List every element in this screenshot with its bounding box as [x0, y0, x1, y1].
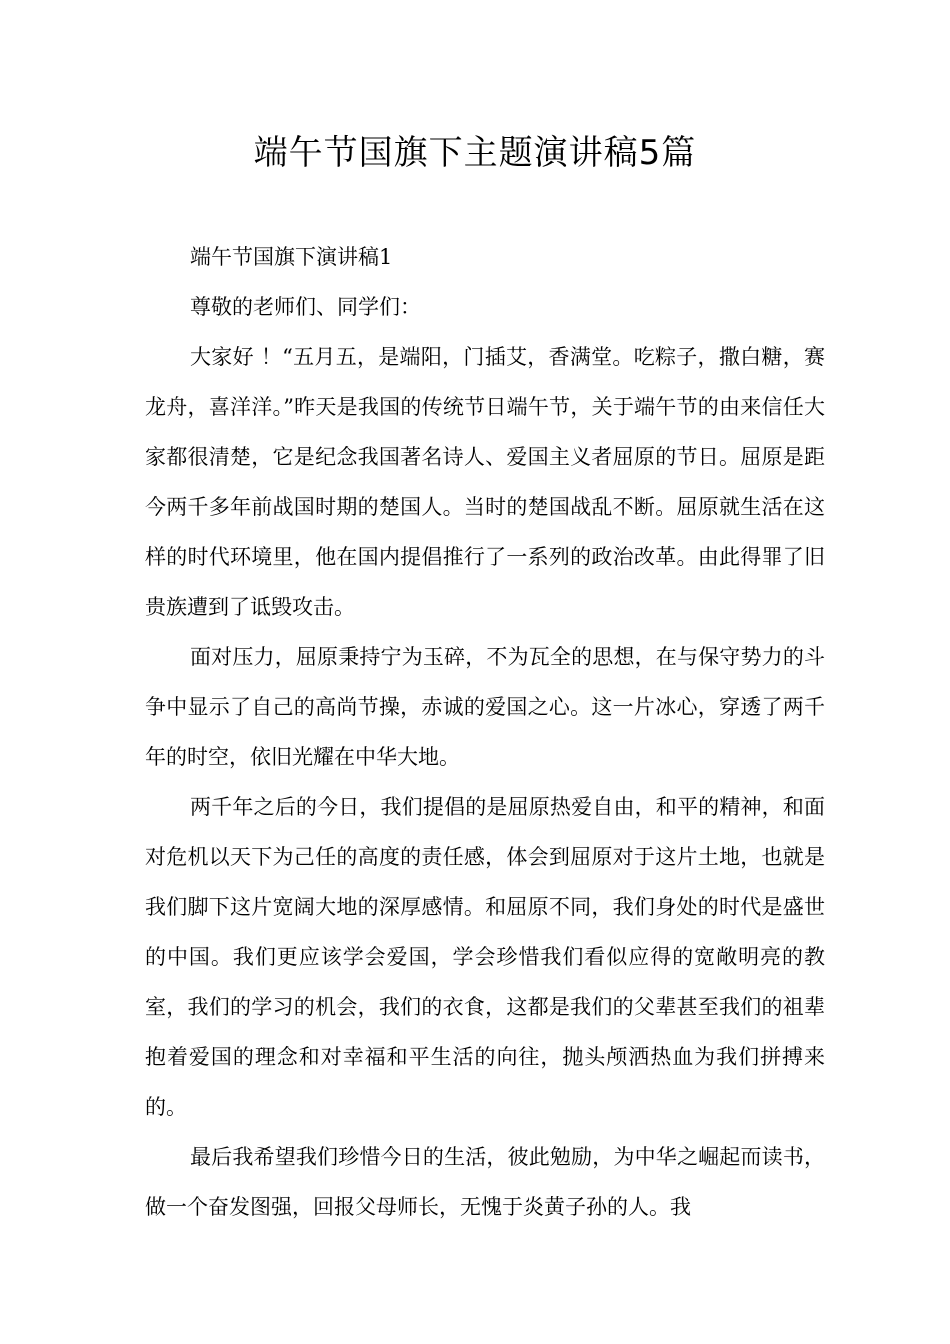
paragraph-3: 两千年之后的今日，我们提倡的是屈原热爱自由，和平的精神，和面对危机以天下为己任的高度的责任感，体会到屈原对于这片土地，也就是我们脚下这片宽阔大地的深厚感情。和屈原不同，我们身处的时代是盛世的中国。我们更应该学会爱国，学会珍惜我们看似应得的宽敞明亮的教室，我们的学习的机会，我们的衣食，这都是我们的父辈甚至我们的祖辈抱着爱国的理念和对幸福和平生活的向往，抛头颅洒热血为我们拼搏来的。: [145, 795, 825, 1119]
greeting: 尊敬的老师们、同学们：: [190, 295, 421, 319]
paragraph-4: 最后我希望我们珍惜今日的生活，彼此勉励，为中华之崛起而读书，做一个奋发图强，回报父母师长，无愧于炎黄子孙的人。我: [145, 1145, 825, 1219]
paragraph-2: 面对压力，屈原秉持宁为玉碎，不为瓦全的思想，在与保守势力的斗争中显示了自己的高尚节操，赤诚的爱国之心。这一片冰心，穿透了两千年的时空，依旧光耀在中华大地。: [145, 645, 825, 769]
document-title: 端午节国旗下主题演讲稿5篇: [253, 133, 697, 173]
speech-subtitle: 端午节国旗下演讲稿1: [190, 245, 393, 269]
paragraph-1: 大家好 ！“五月五，是端阳，门插艾，香满堂。吃粽子，撒白糖，赛龙舟，喜洋洋。”昨天是我国的传统节日端午节，关于端午节的由来信任大家都很清楚，它是纪念我国著名诗人、爱国主义者屈原的节日。屈原是距今两千多年前战国时期的楚国人。当时的楚国战乱不断。屈原就生活在这样的时代环境里，他在国内提倡推行了一系列的政治改革。由此得罪了旧贵族遭到了诋毁攻击。: [145, 345, 825, 619]
document-body: [145, 232, 825, 1232]
